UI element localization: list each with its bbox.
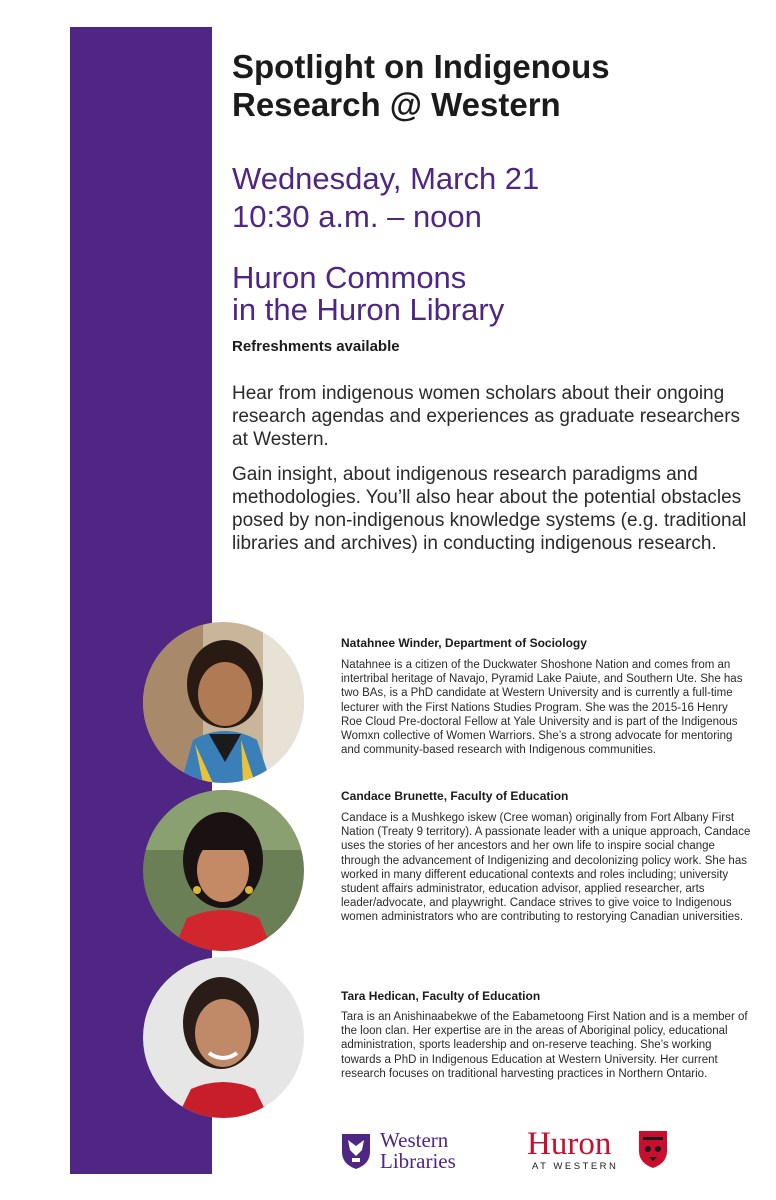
title-line-2: Research @ Western [232,86,561,123]
description-paragraph-1: Hear from indigenous women scholars about their ongoing research agendas and experiences as graduate researchers at Western. [232,383,741,450]
description-paragraph-2: Gain insight, about indigenous research paradigms and methodologies. You’ll also hear about the potential obstacles posed by non-indigenous knowledge systems (e.g. traditional libraries and archives) in conducting indigenous research. [232,464,747,554]
speaker-name-natahnee: Natahnee Winder, Department of Sociology [341,636,587,650]
huron-at-western-logo [527,1127,677,1177]
event-title [232,48,752,124]
speaker-bio-natahnee: Natahnee is a citizen of the Duckwater Shoshone Nation and comes from an intertribal heritage of Navajo, Pyramid Lake Paiute, and Southern Ute. She has two BAs, is a PhD candidate at Western University and is currently a full-time lecturer with the First Nations Studies Program. She was the 2015-16 Henry Roe Cloud Pre-doctoral Fellow at Yale University and is part of the Indigenous Womxn collective of Women Warriors. She’s a strong advocate for mentoring and community-based research with Indigenous communities. [341,659,743,757]
speaker-bio-tara: Tara is an Anishinaabekwe of the Eabametoong First Nation and is a member of the loon clan. Her expertise are in the areas of Aboriginal policy, educational administration, sports leadership and on-reserve teaching. She’s working towards a PhD in Indigenous Education at Western University. Her current research focuses on traditional harvesting practices in Northern Ontario. [341,1011,748,1080]
huron-wordmark: Huron [527,1126,612,1162]
huron-subtitle: AT WESTERN [532,1161,619,1172]
speaker-bio-candace: Candace is a Mushkego iskew (Cree woman) originally from Fort Albany First Nation (Treaty 9 territory). A passionate leader with a unique approach, Candace uses the stories of her ancestors and her own life to inspire social change through the advancement of Indigenizing and decolonizing policy work. She has worked in many different educational contexts and roles including; university student affairs administrator, education advisor, applied researcher, arts leader/advocate, and playwright. Candace strives to give voice to Indigenous women administrators who are contributing to restorying Canadian universities. [341,812,751,924]
event-venue-line-1: Huron Commons [232,260,467,295]
western-libraries-logo [340,1128,490,1178]
event-venue-line-2: in the Huron Library [232,292,505,327]
refreshments-note: Refreshments available [232,338,400,355]
event-time: 10:30 a.m. – noon [232,199,482,234]
event-date: Wednesday, March 21 [232,161,540,196]
western-libraries-wordmark: Western Libraries [380,1128,456,1173]
huron-crest-icon [637,1129,669,1169]
speaker-name-candace: Candace Brunette, Faculty of Education [341,789,569,803]
western-shield-icon [340,1132,372,1170]
speaker-photo-candace [143,790,304,951]
speaker-photo-tara [143,957,304,1118]
speaker-photo-natahnee [143,622,304,783]
speaker-name-tara: Tara Hedican, Faculty of Education [341,989,541,1003]
title-line-1: Spotlight on Indigenous [232,48,610,85]
